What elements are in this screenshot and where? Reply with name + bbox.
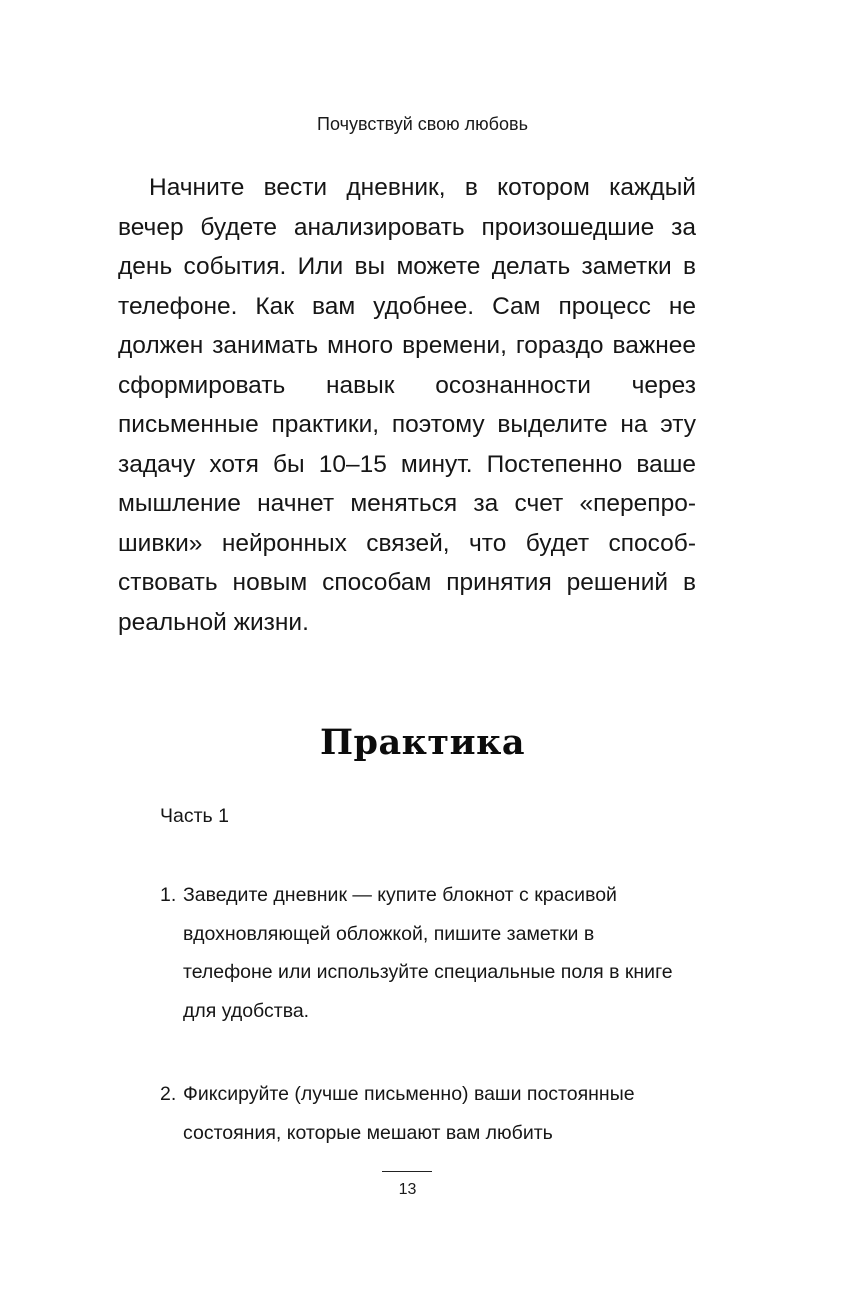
part-label: Часть 1 — [160, 805, 229, 827]
practice-list-item-1-block — [160, 876, 680, 1030]
section-title: Практика — [319, 722, 526, 763]
footer-rule — [382, 1171, 432, 1172]
list-item-number: 2. — [160, 1083, 177, 1105]
page-number: 13 — [398, 1181, 417, 1198]
list-item-text: Фиксируйте (лучше письменно) ваши постоянные состояния, которые мешают вам любить — [183, 1083, 635, 1144]
list-item-text: Заведите дневник — купите блокнот с красивой вдохновляющей обложкой, пишите заметки в телефоне или используйте специальные поля в книге для удобства. — [183, 884, 673, 1022]
list-item — [160, 1075, 680, 1152]
running-head: Почувствуй свою любовь — [317, 114, 528, 134]
list-item — [160, 876, 680, 1030]
practice-list-item-2-block — [160, 1075, 680, 1152]
body-paragraph: Начните вести дневник, в котором каждый вечер будете анализировать произошедшие за день события. Или вы можете делать заметки в телефоне. Как вам удобнее. Сам процесс не должен занимать много времени, гораздо важнее сформировать навык осознанности через письменные практики, поэтому выделите на эту задачу хотя бы 10–15 минут. Постепенно ваше мышление начнет меняться за счет «перепрошивки» нейронных связей, что будет способствовать новым способам принятия решений в реальной жизни. — [118, 174, 696, 636]
list-item-number: 1. — [160, 884, 177, 906]
